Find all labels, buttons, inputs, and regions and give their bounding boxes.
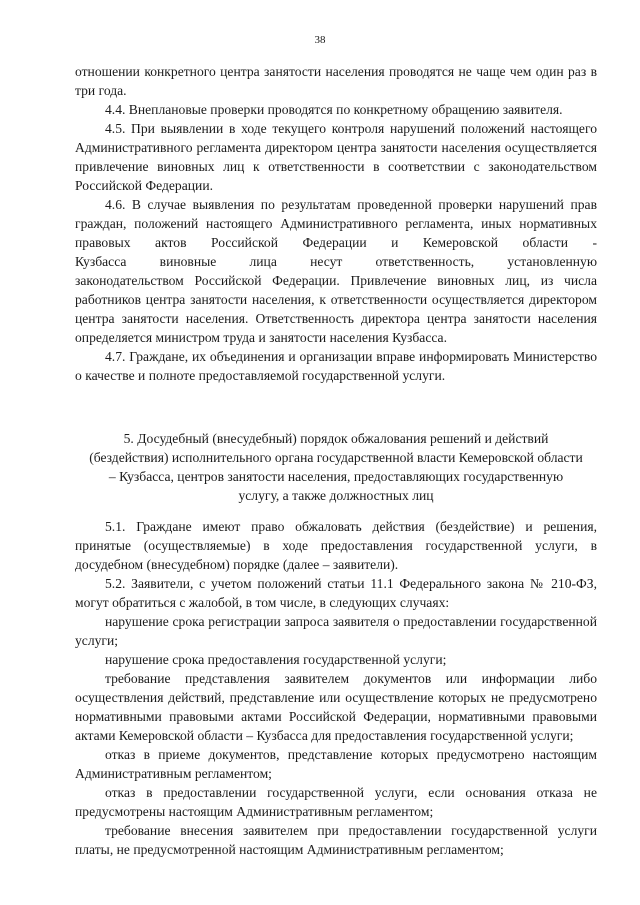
case-item: отказ в приеме документов, представление которых предусмотрено настоящим Административным регламентом; (75, 747, 597, 781)
paragraph-4-6-part-3: законодательством Российской Федерации. Привлечение виновных лиц, из числа работников центра занятости населения, к ответственности осуществляется директором центра занятости населения. Ответственность директора центра занятости населения определяется министром труда и занятости населения Кузбасса. (75, 273, 597, 345)
section-5-heading: 5. Досудебный (внесудебный) порядок обжалования решений и действий (бездействия) исполнительного органа государственной власти Кемеровской области – Кузбасса, центров занятости населения, предоставляющих государственную услугу, а также должностных лиц (89, 431, 583, 503)
case-item: требование внесения заявителем при предоставлении государственной услуги платы, не предусмотренной настоящим Административным регламентом; (75, 823, 597, 857)
case-item: отказ в предоставлении государственной услуги, если основания отказа не предусмотрены настоящим Административным регламентом; (75, 785, 597, 819)
paragraph-4-7: 4.7. Граждане, их объединения и организации вправе информировать Министерство о качестве и полноте предоставляемой государственной услуги. (75, 349, 597, 383)
paragraph-4-4: 4.4. Внеплановые проверки проводятся по конкретному обращению заявителя. (105, 102, 563, 117)
paragraph-5-1: 5.1. Граждане имеют право обжаловать действия (бездействие) и решения, принятые (осуществляемые) в ходе предоставления государственной услуги, в досудебном (внесудебном) порядке (далее – заявители). (75, 519, 597, 572)
paragraph-4-3-continuation: отношении конкретного центра занятости населения проводятся не чаще чем один раз в три года. (75, 64, 597, 98)
page-number: 38 (314, 34, 326, 46)
paragraph-4-6-part-1: 4.6. В случае выявления по результатам проведенной проверки нарушений прав граждан, положений настоящего Административного регламента, иных нормативных правовых актов Российской Федерации и Кемеровской области - (75, 197, 597, 250)
paragraph-4-6-part-2: Кузбасса виновные лица несут ответственность, установленную (75, 254, 597, 269)
case-item: требование представления заявителем документов или информации либо осуществления действий, представление или осуществление которых не предусмотрено нормативными правовыми актами Российской Федерации, нормативными правовыми актами Кемеровской области – Кузбасса для предоставления государственной услуги; (75, 671, 597, 743)
document-body (75, 62, 597, 859)
case-item: нарушение срока регистрации запроса заявителя о предоставлении государственной услуги; (75, 614, 597, 648)
paragraph-4-5: 4.5. При выявлении в ходе текущего контроля нарушений положений настоящего Административного регламента директором центра занятости населения осуществляется привлечение виновных лиц к ответственности в соответствии с законодательством Российской Федерации. (75, 121, 597, 193)
paragraph-5-2: 5.2. Заявители, с учетом положений статьи 11.1 Федерального закона № 210-ФЗ, могут обратиться с жалобой, в том числе, в следующих случаях: (75, 576, 597, 610)
case-item: нарушение срока предоставления государственной услуги; (105, 652, 447, 667)
